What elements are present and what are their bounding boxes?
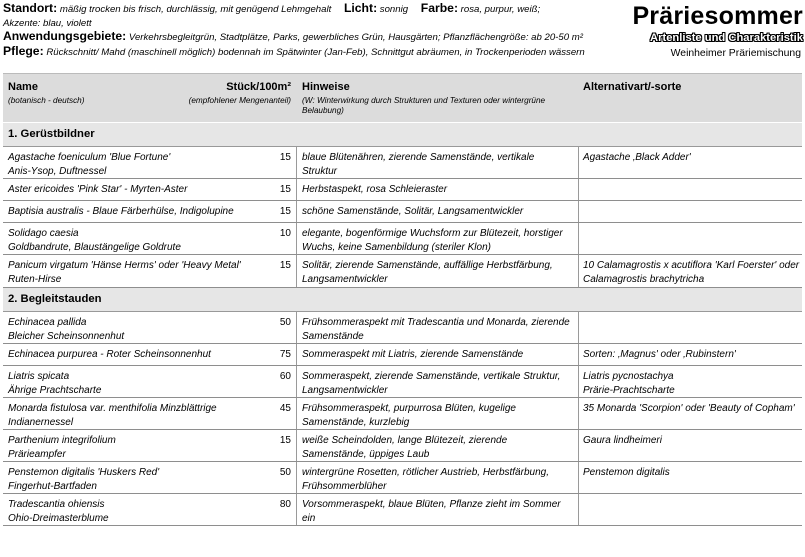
common-name: Anis-Ysop, Duftnessel [8, 166, 107, 177]
column-divider [578, 179, 579, 200]
botanical-name: Penstemon digitalis 'Huskers Red' [8, 467, 160, 478]
table-row [3, 494, 802, 526]
common-name: Fingerhut-Bartfaden [8, 481, 97, 492]
farbe-label: Farbe: [420, 1, 458, 15]
notes-cell: Vorsommeraspekt, blaue Blüten, Pflanze zieht im Sommer ein [302, 499, 561, 524]
column-divider [578, 494, 579, 525]
quantity-cell: 50 [279, 317, 291, 328]
column-divider [296, 366, 297, 397]
botanical-name: Panicum virgatum 'Hänse Herms' oder 'Heavy Metal' [8, 260, 241, 271]
quantity-cell: 45 [279, 403, 291, 414]
anwendung-label: Anwendungsgebiete: [3, 29, 127, 43]
column-divider [578, 312, 579, 343]
col-alt-label: Alternativart/-sorte [583, 81, 682, 93]
notes-cell: Sommeraspekt mit Liatris, zierende Samenstände [302, 349, 524, 360]
column-divider [578, 201, 579, 222]
quantity-cell: 75 [279, 349, 291, 360]
table-row [3, 223, 802, 255]
species-name-cell [8, 402, 254, 430]
alternative-cell: Agastache ‚Black Adder' [583, 152, 691, 163]
document-subtitle: Artenliste und Charakteristik [650, 32, 803, 44]
column-divider [296, 430, 297, 461]
species-name-cell [8, 370, 254, 398]
column-divider [578, 223, 579, 254]
botanical-name: Parthenium integrifolium [8, 435, 116, 446]
table-row [3, 179, 802, 201]
table-header [3, 73, 802, 123]
col-notes-label: Hinweise [302, 81, 350, 93]
notes-cell: Sommeraspekt, zierende Samenstände, vertikale Struktur, Langsamentwickler [302, 371, 561, 396]
species-name-cell [8, 205, 254, 219]
botanical-name: Echinacea purpurea - Roter Scheinsonnenhut [8, 349, 211, 360]
anwendung-value: Verkehrsbegleitgrün, Stadtplätze, Parks, gewerbliches Grün, Hausgärten; Pflanzflächengröße: ab 20-50 m² [128, 32, 583, 43]
document-header [3, 2, 803, 68]
quantity-cell: 50 [279, 467, 291, 478]
quantity-cell: 80 [279, 499, 291, 510]
notes-cell: Frühsommeraspekt, purpurrosa Blüten, kugelige Samenstände, kurzlebig [302, 403, 516, 428]
notes-cell: elegante, bogenförmige Wuchsform zur Blütezeit, horstiger Wuchs, keine Samenbildung (steriler Klon) [302, 228, 563, 253]
column-divider [296, 312, 297, 343]
anwendung-line [3, 30, 615, 45]
species-name-cell [8, 434, 254, 462]
table-row [3, 201, 802, 223]
col-qty-sublabel: (empfohlener Mengenanteil) [188, 96, 291, 105]
species-name-cell [8, 151, 254, 179]
col-name-sublabel: (botanisch - deutsch) [8, 96, 85, 105]
pflege-line [3, 45, 615, 60]
botanical-name: Agastache foeniculum 'Blue Fortune' [8, 152, 171, 163]
akzente-line: Akzente: blau, violett [3, 17, 92, 29]
quantity-cell: 15 [279, 184, 291, 195]
table-row [3, 147, 802, 179]
notes-cell: schöne Samenstände, Solitär, Langsamentwickler [302, 206, 524, 217]
column-divider [296, 462, 297, 493]
column-divider [578, 147, 579, 178]
common-name: Ohio-Dreimasterblume [8, 513, 109, 524]
alternative-cell: Gaura lindheimeri [583, 435, 662, 446]
table-row [3, 255, 802, 288]
column-divider [296, 494, 297, 525]
quantity-cell: 15 [279, 260, 291, 271]
column-divider [296, 179, 297, 200]
common-name: Goldbandrute, Blaustängelige Goldrute [8, 242, 181, 253]
table-row [3, 312, 802, 344]
pflege-value: Rückschnitt/ Mahd (maschinell möglich) bodennah im Spätwinter (Jan-Feb), Schnittgut abräumen, in Trockenperioden wässern [46, 46, 585, 58]
col-qty-label: Stück/100m² [226, 81, 291, 93]
mixture-name: Weinheimer Präriemischung [670, 48, 801, 59]
col-header-qty [163, 81, 291, 106]
section-header [3, 123, 802, 147]
col-notes-sublabel: (W: Winterwirkung durch Strukturen und Texturen oder wintergrüne Belaubung) [302, 96, 546, 115]
common-name: Ruten-Hirse [8, 274, 62, 285]
common-name: Indianernessel [8, 417, 74, 428]
common-name: Prärieampfer [8, 449, 66, 460]
standort-label: Standort: [3, 1, 58, 15]
species-name-cell [8, 316, 254, 344]
quantity-cell: 15 [279, 435, 291, 446]
column-divider [296, 201, 297, 222]
alternative-cell: Sorten: ‚Magnus' oder ‚Rubinstern' [583, 349, 736, 360]
quantity-cell: 15 [279, 206, 291, 217]
notes-cell: Herbstaspekt, rosa Schleieraster [302, 184, 448, 195]
column-divider [578, 398, 579, 429]
botanical-name: Monarda fistulosa var. menthifolia Minzblättrige [8, 403, 217, 414]
column-divider [296, 147, 297, 178]
pflege-label: Pflege: [3, 43, 44, 58]
column-divider [578, 344, 579, 365]
species-name-cell [8, 348, 254, 362]
botanical-name: Baptisia australis - Blaue Färberhülse, Indigolupine [8, 206, 234, 217]
botanical-name: Solidago caesia [8, 228, 79, 239]
standort-value: mäßig trocken bis frisch, durchlässig, mit genügend Lehmgehalt [59, 4, 332, 15]
standort-line [3, 2, 615, 17]
botanical-name: Tradescantia ohiensis [8, 499, 105, 510]
notes-cell: blaue Blütenähren, zierende Samenstände, vertikale Struktur [302, 152, 535, 177]
species-name-cell [8, 227, 254, 255]
section-title: 1. Gerüstbildner [8, 128, 95, 140]
col-header-alt [583, 81, 801, 93]
species-name-cell [8, 183, 254, 197]
alternative-cell: Liatris pycnostachya Prärie-Prachtscharte [583, 371, 675, 396]
notes-cell: wintergrüne Rosetten, rötlicher Austrieb, Herbstfärbung, Frühsommerblüher [302, 467, 549, 492]
table-row [3, 366, 802, 398]
column-divider [296, 223, 297, 254]
notes-cell: weiße Scheindolden, lange Blütezeit, zierende Samenstände, üppiges Laub [302, 435, 508, 460]
table-body [3, 123, 802, 526]
alternative-cell: Penstemon digitalis [583, 467, 670, 478]
common-name: Bleicher Scheinsonnenhut [8, 331, 125, 342]
quantity-cell: 60 [279, 371, 291, 382]
column-divider [578, 430, 579, 461]
section-header [3, 288, 802, 312]
alternative-cell: 10 Calamagrostis x acutiflora 'Karl Foerster' oder Calamagrostis brachytricha [583, 260, 800, 285]
column-divider [296, 255, 297, 287]
quantity-cell: 15 [279, 152, 291, 163]
botanical-name: Aster ericoides 'Pink Star' - Myrten-Aster [8, 184, 188, 195]
site-info [3, 2, 615, 59]
species-name-cell [8, 466, 254, 494]
common-name: Ährige Prachtscharte [8, 385, 102, 396]
column-divider [296, 398, 297, 429]
farbe-value: rosa, purpur, weiß; [460, 4, 541, 15]
notes-cell: Solitär, zierende Samenstände, auffällige Herbstfärbung, Langsamentwickler [302, 260, 553, 285]
table-row [3, 430, 802, 462]
species-name-cell [8, 259, 254, 287]
alternative-cell: 35 Monarda 'Scorpion' oder 'Beauty of Copham' [583, 403, 795, 414]
col-header-notes [302, 81, 574, 116]
notes-cell: Frühsommeraspekt mit Tradescantia und Monarda, zierende Samenstände [302, 317, 570, 342]
botanical-name: Liatris spicata [8, 371, 70, 382]
species-name-cell [8, 498, 254, 526]
column-divider [296, 344, 297, 365]
species-table [3, 73, 802, 526]
col-name-label: Name [8, 81, 38, 93]
section-title: 2. Begleitstauden [8, 293, 102, 305]
document-title: Präriesommer [632, 2, 803, 30]
table-row [3, 462, 802, 494]
table-row [3, 398, 802, 430]
quantity-cell: 10 [279, 228, 291, 239]
licht-value: sonnig [379, 4, 409, 15]
table-row [3, 344, 802, 366]
column-divider [578, 255, 579, 287]
licht-label: Licht: [343, 1, 378, 15]
botanical-name: Echinacea pallida [8, 317, 87, 328]
column-divider [578, 462, 579, 493]
column-divider [578, 366, 579, 397]
